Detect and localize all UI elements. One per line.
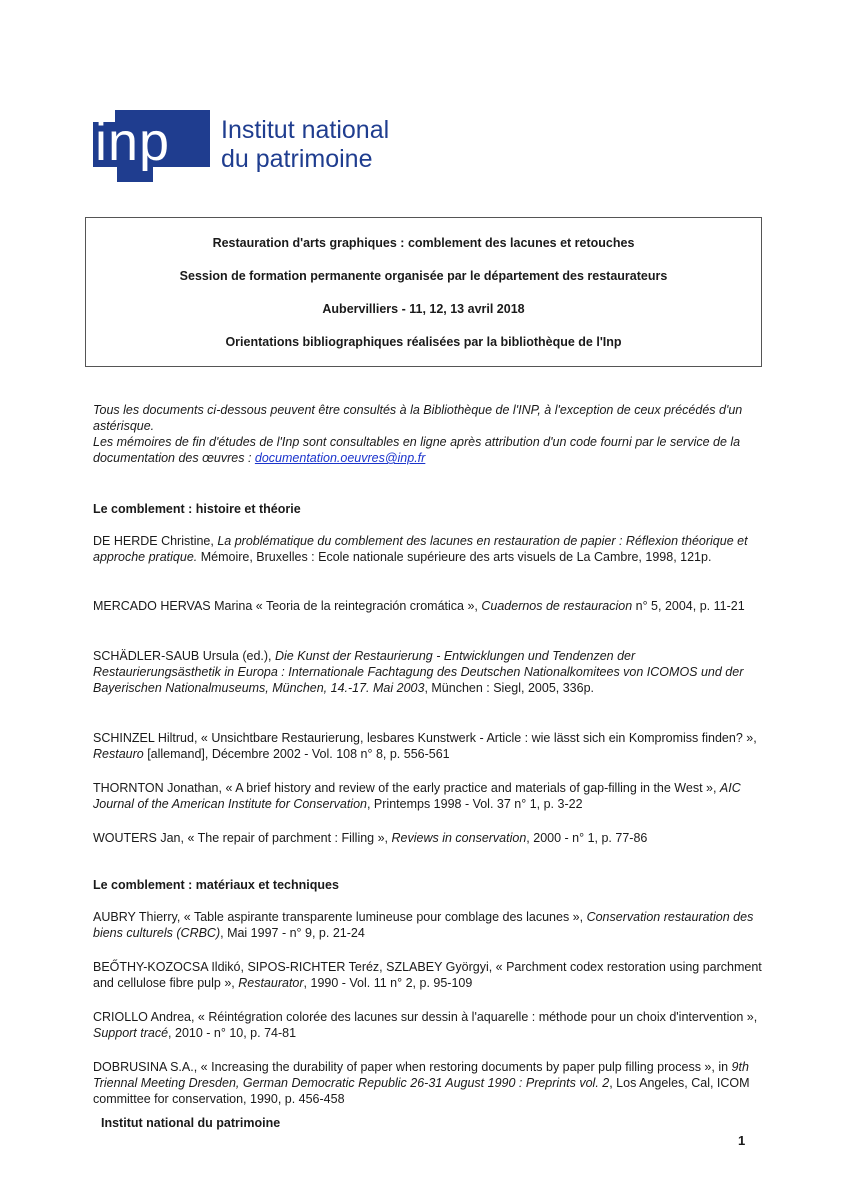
- entry-author: THORNTON Jonathan, « A brief history and review of the early practice and materials of gap-filling in the West »,: [93, 781, 720, 795]
- entry-title: 9th Triennal Meeting Dresden, German Democratic Republic 26-31 August 1990 : Preprints vol. 2: [93, 1060, 749, 1091]
- entry-details: [allemand], Décembre 2002 - Vol. 108 n° 8, p. 556-561: [143, 747, 450, 762]
- title-line-4: Orientations bibliographiques réalisées par la bibliothèque de l'Inp: [225, 335, 622, 349]
- inp-logo: [93, 110, 423, 185]
- entry-title: Reviews in conservation: [391, 831, 527, 845]
- bibliography-entry: [93, 730, 763, 762]
- entry-title: Cuadernos de restauracion: [481, 599, 633, 613]
- entry-author: MERCADO HERVAS Marina « Teoria de la reintegración cromática »,: [93, 599, 482, 613]
- entry-author: SCHINZEL Hiltrud, « Unsichtbare Restaurierung, lesbares Kunstwerk - Article : wie lässt sich ein Kompromiss finden? »,: [93, 731, 757, 745]
- intro-note: [93, 402, 763, 466]
- entry-details: , 1990 - Vol. 11 n° 2, p. 95-109: [303, 976, 473, 991]
- entry-details: , München : Siegl, 2005, 336p.: [424, 681, 594, 696]
- bibliography-entry: [93, 598, 763, 614]
- entry-author: WOUTERS Jan, « The repair of parchment : Filling »,: [93, 831, 392, 845]
- bibliography-entry: [93, 1059, 763, 1108]
- entry-details: , Mai 1997 - n° 9, p. 21-24: [220, 926, 365, 941]
- entry-details: Mémoire, Bruxelles : Ecole nationale supérieure des arts visuels de La Cambre, 1998, 121p.: [197, 550, 712, 565]
- entry-title: Restauro: [93, 747, 144, 762]
- entry-title: Die Kunst der Restaurierung - Entwicklungen und Tendenzen der Restaurierungsästhetik in Europa : Internationale Fachtagung des Deutschen Nationalkomitees von ICOMOS und der Bayerischen Nationalmuseums, München, 14.-17. Mai 2003: [93, 649, 744, 696]
- entry-title: La problématique du comblement des lacunes en restauration de papier : Réflexion théorique et approche pratique.: [93, 534, 748, 565]
- entry-author: AUBRY Thierry, « Table aspirante transparente lumineuse pour comblage des lacunes »,: [93, 910, 587, 924]
- title-box: [85, 217, 762, 367]
- entry-title: Support tracé: [93, 1026, 169, 1041]
- intro-paragraph-2-text: Les mémoires de fin d'études de l'Inp sont consultables en ligne après attribution d'un code fourni par le service de la documentation des œuvres :: [93, 435, 741, 465]
- entry-details: , 2010 - n° 10, p. 74-81: [168, 1026, 297, 1041]
- bibliography-entry: [93, 780, 763, 812]
- section-title: Le comblement : histoire et théorie: [93, 502, 301, 516]
- entry-author: DOBRUSINA S.A., « Increasing the durability of paper when restoring documents by paper pulp filling process », in: [93, 1060, 732, 1074]
- entry-author: BEŐTHY-KOZOCSA Ildikó, SIPOS-RICHTER Teréz, SZLABEY Györgyi, « Parchment codex restoration using parchment and cellulose fibre pulp »,: [93, 960, 762, 991]
- entry-author: SCHÄDLER-SAUB Ursula (ed.),: [93, 649, 275, 663]
- logo-line2: du patrimoine: [221, 145, 373, 173]
- logo-mark-text: inp: [95, 112, 171, 172]
- bibliography-entry: [93, 533, 763, 565]
- email-link[interactable]: documentation.oeuvres@inp.fr: [254, 451, 426, 465]
- section-title: Le comblement : matériaux et techniques: [93, 878, 339, 892]
- bibliography-entry: [93, 1009, 763, 1041]
- intro-paragraph-2: [93, 434, 763, 466]
- intro-paragraph-1: Tous les documents ci-dessous peuvent être consultés à la Bibliothèque de l'INP, à l'exception de ceux précédés d'un astérisque.: [93, 403, 743, 433]
- entry-details: , Printemps 1998 - Vol. 37 n° 1, p. 3-22: [366, 797, 583, 812]
- logo-line1: Institut national: [221, 116, 390, 144]
- title-line-3: Aubervilliers - 11, 12, 13 avril 2018: [322, 302, 525, 316]
- entry-title: Conservation restauration des biens culturels (CRBC): [93, 910, 754, 941]
- bibliography-entry: [93, 909, 763, 941]
- entry-details: , 2000 - n° 1, p. 77-86: [526, 831, 648, 845]
- entry-details: n° 5, 2004, p. 11-21: [632, 599, 745, 613]
- bibliography-entry: [93, 830, 763, 846]
- title-line-2: Session de formation permanente organisée par le département des restaurateurs: [179, 269, 668, 283]
- bibliography-entry: [93, 648, 763, 697]
- entry-title: Restaurator: [238, 976, 304, 991]
- entry-author: CRIOLLO Andrea, « Réintégration colorée des lacunes sur dessin à l'aquarelle : méthode pour un choix d'intervention »,: [93, 1010, 758, 1024]
- title-line-1: Restauration d'arts graphiques : comblement des lacunes et retouches: [212, 236, 635, 250]
- page-number: 1: [738, 1133, 746, 1148]
- entry-details: , Los Angeles, Cal, ICOM committee for conservation, 1990, p. 456-458: [93, 1076, 750, 1107]
- entry-author: DE HERDE Christine,: [93, 534, 218, 548]
- logo-wordmark: [221, 116, 389, 174]
- bibliography-entry: [93, 959, 763, 991]
- footer-org: Institut national du patrimoine: [101, 1116, 281, 1130]
- entry-title: AIC Journal of the American Institute for Conservation: [93, 781, 741, 812]
